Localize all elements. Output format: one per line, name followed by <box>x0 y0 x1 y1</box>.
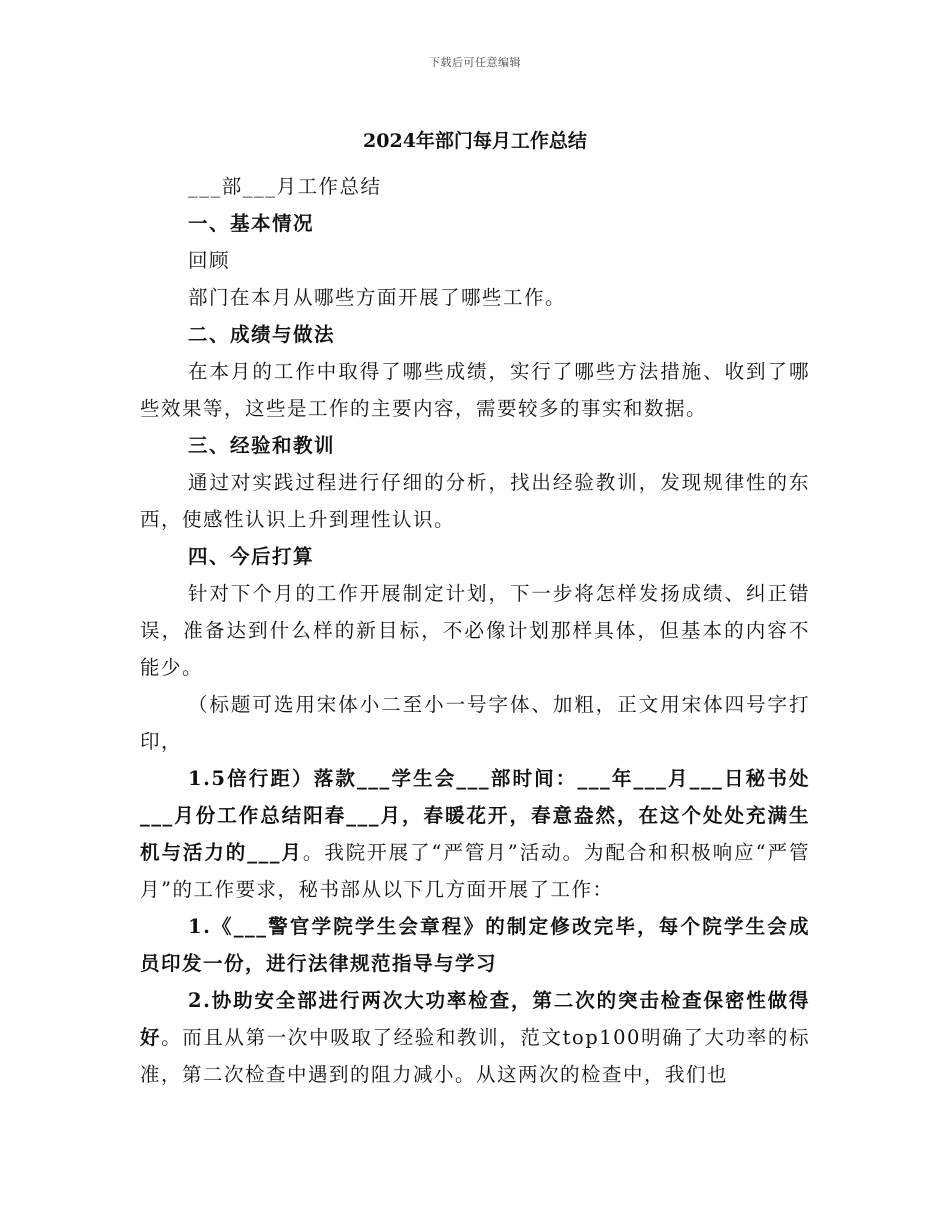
signature-normal-text: 。我院开展了“严管月”活动。为配合和积极响应“严管月”的工作要求，秘书部从以下几方面开展了工作： <box>140 841 810 901</box>
signature-bold-text: 1.5倍行距）落款___学生会___部时间：___年___月___日秘书处___月份工作总结阳春___月，春暖花开，春意盎然，在这个处处充满生机与活力的___月 <box>140 767 810 864</box>
section-paragraph: 部门在本月从哪些方面开展了哪些工作。 <box>188 286 567 309</box>
work-item-2-normal-text: 。而且从第一次中吸取了经验和教训，范文top100明确了大功率的标准，第二次检查中遇到的阻力减小。从这两次的检查中，我们也 <box>140 1026 810 1086</box>
formatting-note-paragraph: （标题可选用宋体小二至小一号字体、加粗，正文用宋体四号字打印， <box>140 693 810 753</box>
work-item-2-bold-text: 2.协助安全部进行两次大功率检查，第二次的突击检查保密性做得好 <box>140 989 810 1049</box>
document-subtitle: ___部___月工作总结 <box>188 175 382 198</box>
section-paragraph: 通过对实践过程进行仔细的分析，找出经验教训，发现规律性的东西，使感性认识上升到理性认识。 <box>140 471 810 531</box>
section-paragraph: 针对下个月的工作开展制定计划，下一步将怎样发扬成绩、纠正错误，准备达到什么样的新目标，不必像计划那样具体，但基本的内容不能少。 <box>140 582 810 679</box>
work-item-2 <box>140 982 810 1093</box>
document-body <box>140 168 810 1093</box>
section-heading-basic-situation: 一、基本情况 <box>188 212 315 235</box>
section-paragraph: 在本月的工作中取得了哪些成绩，实行了哪些方法措施、收到了哪些效果等，这些是工作的主要内容，需要较多的事实和数据。 <box>140 360 810 420</box>
section-paragraph: 回顾 <box>188 249 231 272</box>
work-item-1-text: 1.《___警官学院学生会章程》的制定修改完毕，每个院学生会成员印发一份，进行法律规范指导与学习 <box>140 915 810 975</box>
work-item-1 <box>140 908 810 982</box>
page-header-note: 下载后可任意编辑 <box>429 56 521 69</box>
document-title: 2024年部门每月工作总结 <box>363 130 587 152</box>
section-heading-lessons: 三、经验和教训 <box>188 434 336 457</box>
section-heading-plans: 四、今后打算 <box>188 545 315 568</box>
section-heading-achievements: 二、成绩与做法 <box>188 323 336 346</box>
signature-and-report-paragraph <box>140 760 810 908</box>
